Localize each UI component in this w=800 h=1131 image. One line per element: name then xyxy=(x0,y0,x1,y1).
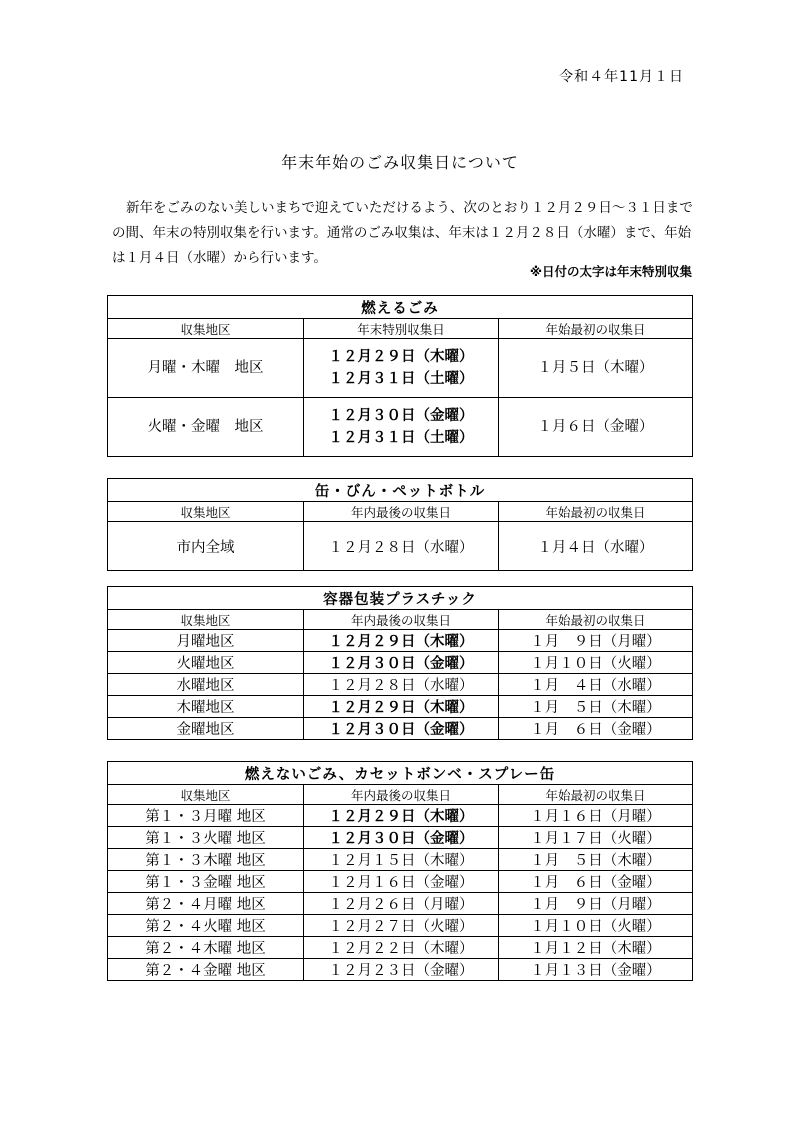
column-header-year-end: 年内最後の収集日 xyxy=(304,785,499,805)
new-year-cell: １月１０日（火曜） xyxy=(499,652,693,674)
area-cell: 水曜地区 xyxy=(108,674,304,696)
table-row xyxy=(108,718,693,740)
special-collection-cell xyxy=(304,398,499,457)
last-collection-cell: １２月２２日（木曜） xyxy=(304,937,499,959)
last-collection-cell: １２月１６日（金曜） xyxy=(304,871,499,893)
column-header-new-year: 年始最初の収集日 xyxy=(499,502,693,522)
last-collection-cell: １２月２６日（月曜） xyxy=(304,893,499,915)
area-cell: 第２・４火曜 地区 xyxy=(108,915,304,937)
new-year-cell: １月 ９日（月曜） xyxy=(499,893,693,915)
last-collection-cell: １２月２７日（火曜） xyxy=(304,915,499,937)
area-cell: 第２・４金曜 地区 xyxy=(108,959,304,981)
special-date-1: １２月３０日（金曜） xyxy=(328,408,474,424)
table-category-title: 缶・びん・ペットボトル xyxy=(108,479,693,502)
table-row xyxy=(108,630,693,652)
table-row xyxy=(108,827,693,849)
intro-text: 新年をごみのない美しいまちで迎えていただけるよう、次のとおり１２月２９日～３１日までの間、年末の特別収集を行います。通常のごみ収集は、年末は１２月２８日（水曜）まで、年始は１月４日（水曜）から行います。 xyxy=(112,200,693,266)
new-year-cell: １月５日（木曜） xyxy=(499,339,693,398)
new-year-cell: １月 ５日（木曜） xyxy=(499,696,693,718)
special-date-2: １２月３１日（土曜） xyxy=(328,371,474,387)
area-cell: 第１・３月曜 地区 xyxy=(108,805,304,827)
last-collection-cell: １２月２８日（水曜） xyxy=(304,674,499,696)
table-row xyxy=(108,805,693,827)
last-collection-cell: １２月３０日（金曜） xyxy=(304,718,499,740)
table-row xyxy=(108,849,693,871)
table-row xyxy=(108,696,693,718)
new-year-cell: １月１６日（月曜） xyxy=(499,805,693,827)
table-category-title: 容器包装プラスチック xyxy=(108,587,693,610)
table-row xyxy=(108,915,693,937)
area-cell: 月曜地区 xyxy=(108,630,304,652)
area-cell: 市内全域 xyxy=(108,522,304,571)
column-header-area: 収集地区 xyxy=(108,502,304,522)
new-year-cell: １月１３日（金曜） xyxy=(499,959,693,981)
last-collection-cell: １２月１５日（木曜） xyxy=(304,849,499,871)
table-row xyxy=(108,522,693,571)
cans-bottles-table xyxy=(107,478,693,571)
column-header-new-year: 年始最初の収集日 xyxy=(499,785,693,805)
nonburnable-waste-table xyxy=(107,761,693,981)
table-row xyxy=(108,674,693,696)
area-cell: 第１・３木曜 地区 xyxy=(108,849,304,871)
table-row xyxy=(108,871,693,893)
last-collection-cell: １２月２９日（木曜） xyxy=(304,696,499,718)
new-year-cell: １月６日（金曜） xyxy=(499,398,693,457)
column-header-area: 収集地区 xyxy=(108,610,304,630)
special-date-1: １２月２９日（木曜） xyxy=(328,349,474,365)
table-row xyxy=(108,398,693,457)
new-year-cell: １月１７日（火曜） xyxy=(499,827,693,849)
plastic-packaging-table xyxy=(107,586,693,740)
area-cell: 金曜地区 xyxy=(108,718,304,740)
last-collection-cell: １２月２３日（金曜） xyxy=(304,959,499,981)
document-title: 年末年始のごみ収集日について xyxy=(281,153,519,172)
table-row xyxy=(108,937,693,959)
column-header-area: 収集地区 xyxy=(108,785,304,805)
new-year-cell: １月 ６日（金曜） xyxy=(499,871,693,893)
table-row xyxy=(108,893,693,915)
last-collection-cell: １２月２９日（木曜） xyxy=(304,805,499,827)
table-category-title: 燃えるごみ xyxy=(108,296,693,319)
area-cell: 第２・４木曜 地区 xyxy=(108,937,304,959)
area-cell: 火曜地区 xyxy=(108,652,304,674)
table-row xyxy=(108,959,693,981)
last-collection-cell: １２月３０日（金曜） xyxy=(304,652,499,674)
column-header-year-end: 年末特別収集日 xyxy=(304,319,499,339)
new-year-cell: １月４日（水曜） xyxy=(499,522,693,571)
new-year-cell: １月１２日（木曜） xyxy=(499,937,693,959)
table-category-title: 燃えないごみ、カセットボンベ・スプレー缶 xyxy=(108,762,693,785)
new-year-cell: １月 ６日（金曜） xyxy=(499,718,693,740)
document-date: 令和４年11月１日 xyxy=(559,69,684,85)
area-cell: 木曜地区 xyxy=(108,696,304,718)
special-date-2: １２月３１日（土曜） xyxy=(328,430,474,446)
column-header-year-end: 年内最後の収集日 xyxy=(304,610,499,630)
bold-date-note: ※日付の太字は年末特別収集 xyxy=(529,264,692,279)
table-row xyxy=(108,339,693,398)
last-collection-cell: １２月２９日（木曜） xyxy=(304,630,499,652)
last-collection-cell: １２月３０日（金曜） xyxy=(304,827,499,849)
area-cell: 火曜・金曜 地区 xyxy=(108,398,304,457)
table-row xyxy=(108,652,693,674)
area-cell: 第１・３火曜 地区 xyxy=(108,827,304,849)
last-collection-cell: １２月２８日（水曜） xyxy=(304,522,499,571)
special-collection-cell xyxy=(304,339,499,398)
area-cell: 第２・４月曜 地区 xyxy=(108,893,304,915)
area-cell: 第１・３金曜 地区 xyxy=(108,871,304,893)
intro-paragraph xyxy=(112,196,694,271)
column-header-new-year: 年始最初の収集日 xyxy=(499,610,693,630)
new-year-cell: １月 ５日（木曜） xyxy=(499,849,693,871)
new-year-cell: １月 ４日（水曜） xyxy=(499,674,693,696)
new-year-cell: １月１０日（火曜） xyxy=(499,915,693,937)
column-header-area: 収集地区 xyxy=(108,319,304,339)
column-header-year-end: 年内最後の収集日 xyxy=(304,502,499,522)
column-header-new-year: 年始最初の収集日 xyxy=(499,319,693,339)
area-cell: 月曜・木曜 地区 xyxy=(108,339,304,398)
new-year-cell: １月 ９日（月曜） xyxy=(499,630,693,652)
burnable-waste-table xyxy=(107,295,693,457)
